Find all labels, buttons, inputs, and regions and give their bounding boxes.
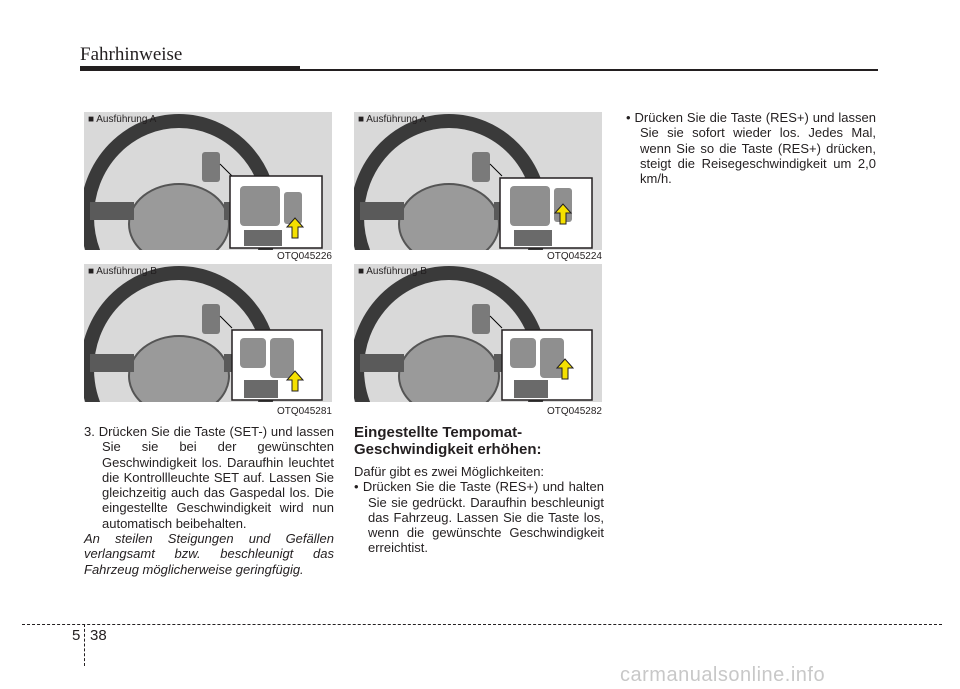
intro-text: Dafür gibt es zwei Möglichkeiten: <box>354 464 545 479</box>
steering-wheel-illustration <box>84 112 332 250</box>
figure-caption: ■ Ausführung B <box>88 266 157 277</box>
figure-code: OTQ045224 <box>546 251 602 262</box>
figure-code: OTQ045281 <box>276 406 332 417</box>
section-heading-line2: Geschwindigkeit erhöhen: <box>354 441 542 458</box>
header-rule-thick <box>80 66 300 71</box>
footer-dashed-rule <box>22 624 942 625</box>
figure-caption: ■ Ausführung A <box>88 114 157 125</box>
figure-steering-wheel-b-res <box>354 264 602 402</box>
bullet-2-text: • Drücken Sie die Taste (RES+) und lassen Sie sie sofort wieder los. Jedes Mal, wenn Sie so die Taste (RES+) drücken, steigt die Reisegeschwindigkeit um 2,0 km/h. <box>626 110 876 187</box>
watermark: carmanualsonline.info <box>620 664 826 686</box>
bullet-1-text: • Drücken Sie die Taste (RES+) und halten Sie sie gedrückt. Daraufhin beschleunigt das Fahrzeug. Lassen Sie die Taste los, wenn die gewünschte Geschwindigkeit erreichtist. <box>354 479 604 556</box>
figure-steering-wheel-a-res <box>354 112 602 250</box>
figure-code: OTQ045226 <box>276 251 332 262</box>
figure-caption: ■ Ausführung A <box>358 114 427 125</box>
section-heading-line1: Eingestellte Tempomat- <box>354 424 523 441</box>
header-rule-thin <box>300 69 878 71</box>
figure-code: OTQ045282 <box>546 406 602 417</box>
footer-vertical-dashed-rule <box>84 624 85 666</box>
figure-steering-wheel-b-set <box>84 264 332 402</box>
steering-wheel-illustration <box>354 112 602 250</box>
page-header-title: Fahrhinweise <box>80 44 183 65</box>
steering-wheel-illustration <box>84 264 332 402</box>
page-number: 38 <box>90 627 107 644</box>
column-2-text <box>354 424 604 556</box>
figure-steering-wheel-a-set <box>84 112 332 250</box>
figure-caption: ■ Ausführung B <box>358 266 427 277</box>
step-3-text: 3. Drücken Sie die Taste (SET-) und lassen Sie sie bei der gewünschten Geschwindigkeit los. Daraufhin leuchtet die Kontrollleuchte SET auf. Lassen Sie gleichzeitig auch das Gaspedal los. Die eingestellte Geschwindigkeit wird nun automatisch beibehalten. <box>84 424 334 531</box>
steering-wheel-illustration <box>354 264 602 402</box>
italic-note: An steilen Steigungen und Gefällen verlangsamt bzw. beschleunigt das Fahrzeug möglicherweise geringfügig. <box>84 531 334 577</box>
chapter-number: 5 <box>72 627 81 644</box>
column-1-text <box>84 424 334 577</box>
column-3-text <box>626 110 876 186</box>
